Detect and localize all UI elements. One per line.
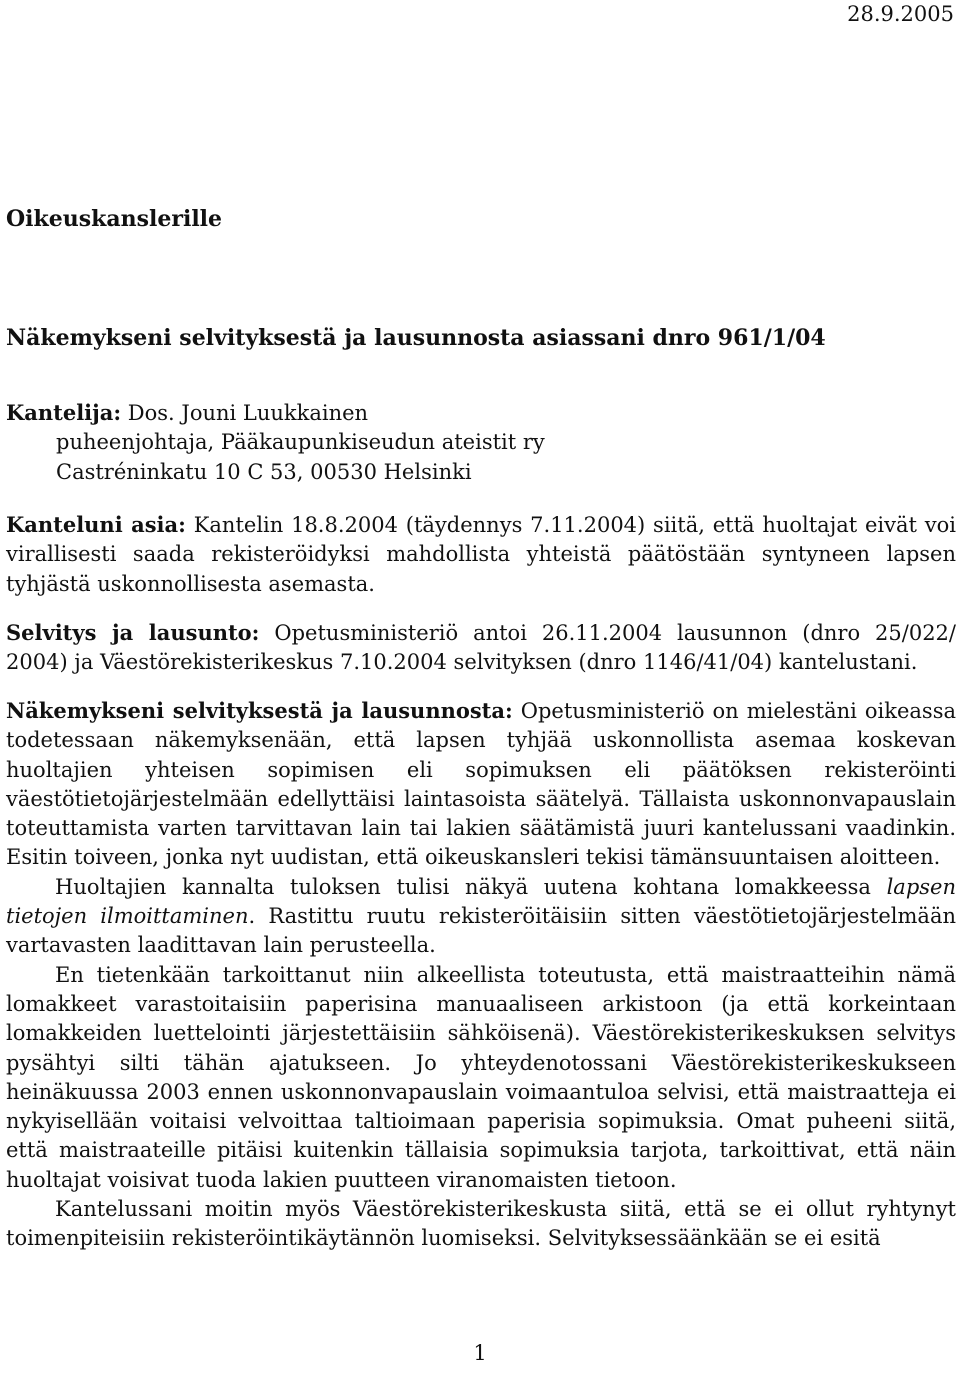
- subject-heading: Näkemykseni selvityksestä ja lausunnosta asiassani dnro 961/1/04: [6, 325, 826, 351]
- view-paragraph-4: Kantelussani moitin myös Väestörekisterikeskusta siitä, että se ei ollut ryhtynyt toimenpiteisiin rekisteröintikäytännön luomiseksi. Selvityksessäänkään se ei esitä: [6, 1197, 956, 1251]
- view-paragraph-3: En tietenkään tarkoittanut niin alkeellista toteutusta, että maistraatteihin nämä lomakkeet varastoitaisiin paperisina manuaaliseen arkistoon (ja että korkeintaan lomakkeiden luettelointi järjestettäisiin sähköisenä). Väestörekisterikeskuksen selvitys pysähtyi silti tähän ajatukseen. Jo yhteydenotossani Väestörekisterikeskukseen heinäkuussa 2003 ennen uskonnonvapauslain voimaantuloa selvisi, että maistraatteja ei nykyisellään voitaisi velvoittaa taltioimaan paperisia sopimuksia. Omat puheeni siitä, että maistraateille pitäisi kuitenkin tällaisia sopimuksia tarjota, tarkoittivat, että näin huoltajat voisivat tuoda lakien puutteen viranomaisten tietoon.: [6, 962, 956, 1192]
- view-paragraph-1: Näkemykseni selvityksestä ja lausunnosta: Opetusministeriö on mielestäni oikeassa todetessaan näkemyksenään, että lapsen tyhjää uskonnollista asemaa koskevan huoltajien yhteisen sopimisen eli sopimuksen eli päätöksen rekisteröinti väestötietojärjestelmään edellyttäisi laintasoista säätelyä. Tällaista uskonnonvapauslain toteuttamista varten tarvittavan lain tai lakien säätämistä juuri kantelussani vaadinkin. Esitin toiveen, jonka nyt uudistan, että oikeuskansleri tekisi tämänsuuntaisen aloitteen.: [6, 698, 956, 870]
- form-name-italic: lapsen tietojen ilmoittaminen: [6, 874, 956, 929]
- complainant-block: [6, 398, 956, 487]
- complaint-text: Kantelin 18.8.2004 (täydennys 7.11.2004) siitä, että huoltajat eivät voi virallisesti saada rekisteröidyksi mahdollista yhteistä päätöstään syntyneen lapsen tyhjästä uskonnollisesta asemasta.: [6, 513, 956, 596]
- statement-text: Opetusministeriö antoi 26.11.2004 lausunnon (dnro 25/022/ 2004) ja Väestörekisterikeskus 7.10.2004 selvityksen (dnro 1146/41/04) kantelustani.: [6, 621, 956, 675]
- complainant-name: Dos. Jouni Luukkainen: [127, 401, 369, 425]
- complainant-address: Castréninkatu 10 C 53, 00530 Helsinki: [56, 459, 472, 484]
- complainant-role: puheenjohtaja, Pääkaupunkiseudun ateistit ry: [56, 430, 545, 455]
- complainant-label: Kantelija:: [6, 400, 122, 425]
- statement-label: Selvitys ja lausunto:: [6, 620, 260, 645]
- addressee-heading: Oikeuskanslerille: [6, 206, 223, 232]
- page-number: 1: [473, 1341, 487, 1365]
- complaint-label: Kanteluni asia:: [6, 512, 186, 537]
- view-section: [6, 696, 956, 1254]
- document-date: 28.9.2005: [847, 2, 954, 26]
- complaint-section: [6, 510, 956, 599]
- view-paragraph-2: Huoltajien kannalta tuloksen tulisi näkyä uutena kohtana lomakkeessa lapsen tietojen ilmoittaminen. Rastittu ruutu rekisteröitäisiin sitten väestötietojärjestelmään vartavasten laadittavan lain perusteella.: [6, 874, 956, 958]
- statement-section: [6, 618, 956, 678]
- view-label: Näkemykseni selvityksestä ja lausunnosta:: [6, 698, 513, 723]
